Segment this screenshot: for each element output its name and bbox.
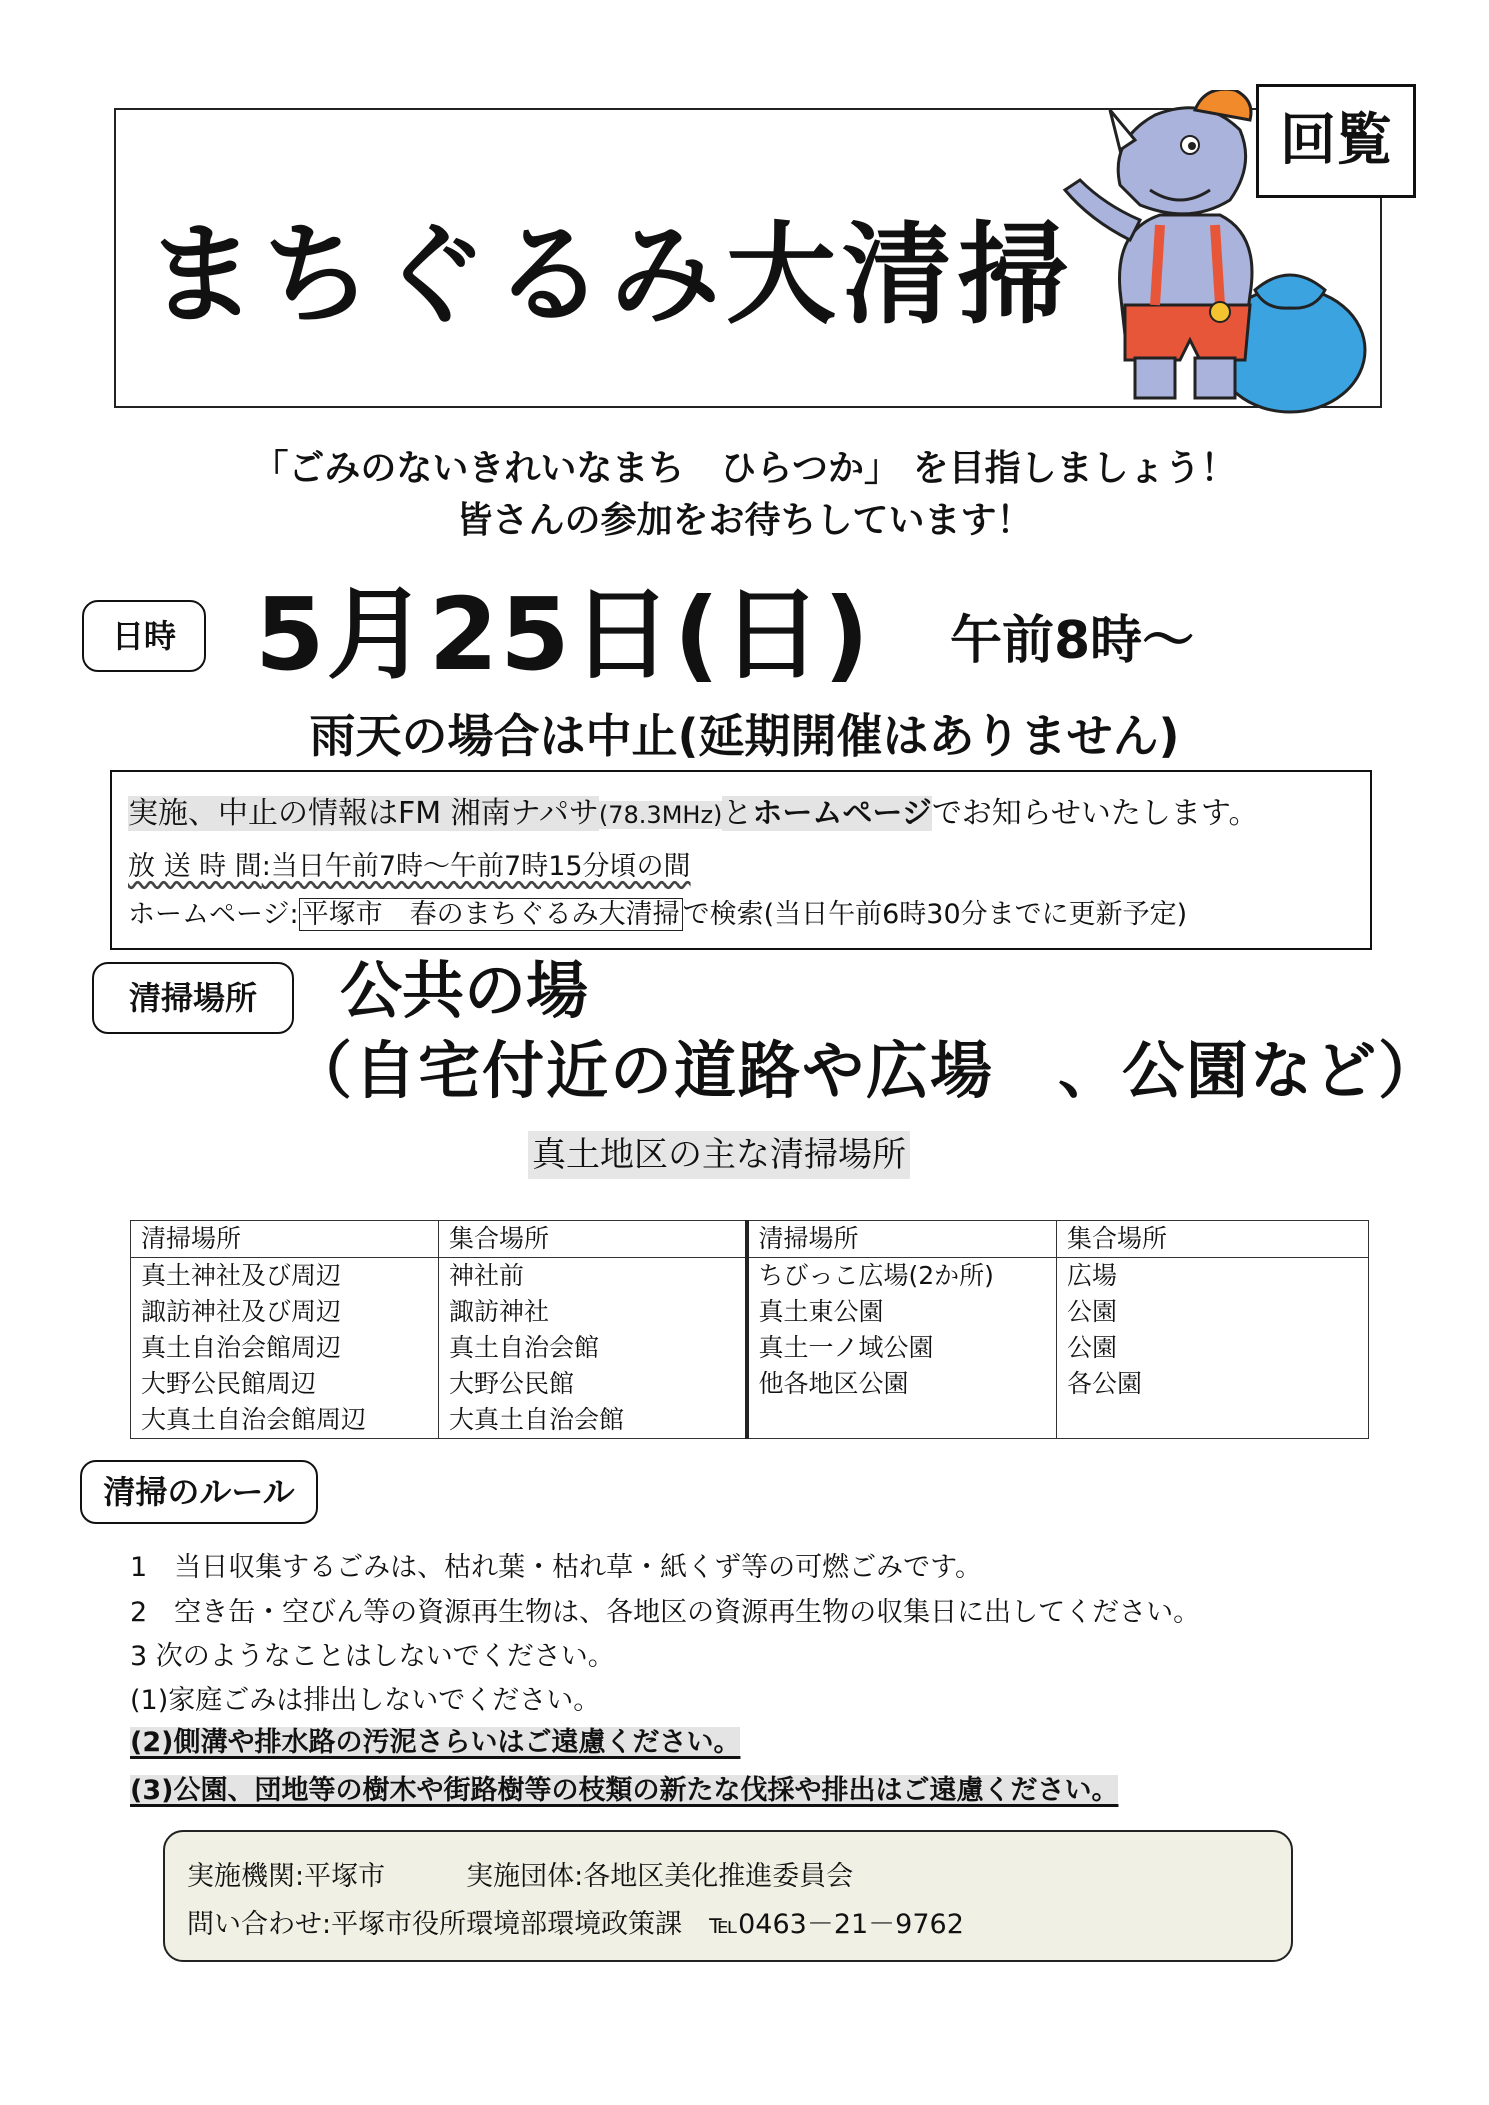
- table-cell: 大真土自治会館: [439, 1402, 747, 1439]
- table-header-cell: 清掃場所: [131, 1221, 439, 1258]
- rule-subitem-2-text: (2)側溝や排水路の汚泥さらいはご遠慮ください。: [130, 1727, 741, 1758]
- footer-box: [163, 1830, 1293, 1962]
- table-cell: ちびっこ広場(2か所): [747, 1258, 1057, 1295]
- info-box: [110, 770, 1372, 950]
- table-header-cell: 清掃場所: [747, 1221, 1057, 1258]
- table-row: [131, 1366, 1369, 1402]
- footer-line-2: 問い合わせ:平塚市役所環境部環境政策課 ℡0463－21－9762: [187, 1909, 964, 1940]
- rule-subitem-3-text: (3)公園、団地等の樹木や街路樹等の枝類の新たな伐採や排出はご遠慮ください。: [130, 1775, 1119, 1806]
- table-header-cell: 集合場所: [1057, 1221, 1369, 1258]
- homepage-rest: で検索(当日午前6時30分までに更新予定): [682, 899, 1188, 930]
- table-cell: 公園: [1057, 1330, 1369, 1366]
- rule-item-1: 1 当日収集するごみは、枯れ葉・枯れ草・紙くず等の可燃ごみです。: [130, 1552, 983, 1583]
- places-title: 公共の場: [340, 954, 589, 1027]
- table-row: [131, 1330, 1369, 1366]
- table-cell: 各公園: [1057, 1366, 1369, 1402]
- event-date: 5月25日(日): [255, 576, 872, 693]
- table-cell: 真土自治会館: [439, 1330, 747, 1366]
- table-cell: 諏訪神社及び周辺: [131, 1294, 439, 1330]
- table-cell: 真土神社及び周辺: [131, 1258, 439, 1295]
- table-cell: 大野公民館周辺: [131, 1366, 439, 1402]
- info-frequency: (78.3MHz): [598, 801, 723, 829]
- table-row: [131, 1294, 1369, 1330]
- table-cell: 真土一ノ域公園: [747, 1330, 1057, 1366]
- info-line-3: [128, 892, 1187, 931]
- rain-cancellation-note: 雨天の場合は中止(延期開催はありません): [309, 709, 1180, 763]
- info-line-1: [128, 788, 1259, 832]
- info-rest: でお知らせいたします。: [931, 796, 1259, 831]
- table-cell: 大真土自治会館周辺: [131, 1402, 439, 1439]
- info-fm-station: FM 湘南ナパサ: [398, 796, 599, 831]
- table-cell: 他各地区公園: [747, 1366, 1057, 1402]
- table-header-cell: 集合場所: [439, 1221, 747, 1258]
- footer-line-1: 実施機関:平塚市 実施団体:各地区美化推進委員会: [187, 1861, 854, 1892]
- table-cell: [747, 1402, 1057, 1439]
- table-cell: 神社前: [439, 1258, 747, 1295]
- places-subtitle: （自宅付近の道路や広場 、公園など）: [290, 1034, 1443, 1107]
- table-cell: [1057, 1402, 1369, 1439]
- table-cell: 広場: [1057, 1258, 1369, 1295]
- rule-subitem-2: [130, 1720, 740, 1759]
- broadcast-time-label: 放 送 時 間: [128, 851, 262, 882]
- table-cell: 公園: [1057, 1294, 1369, 1330]
- info-line-2: [128, 844, 691, 883]
- info-highlight-2: ホームページ: [752, 796, 932, 831]
- table-cell: 真土自治会館周辺: [131, 1330, 439, 1366]
- table-header-row: [131, 1221, 1369, 1258]
- rule-subitem-3: [130, 1768, 1118, 1807]
- table-cell: 大野公民館: [439, 1366, 747, 1402]
- rule-item-2: 2 空き缶・空びん等の資源再生物は、各地区の資源再生物の収集日に出してください。: [130, 1597, 1201, 1628]
- homepage-colon: :: [289, 899, 299, 930]
- broadcast-time-value: :当日午前7時～午前7時15分頃の間: [261, 851, 691, 882]
- places-table: [130, 1220, 1369, 1439]
- rules-label: 清掃のルール: [80, 1460, 318, 1524]
- schedule-label: 日時: [82, 600, 206, 672]
- homepage-label: ホームページ: [128, 899, 290, 930]
- places-label: 清掃場所: [92, 962, 294, 1034]
- table-row: [131, 1402, 1369, 1439]
- rule-subitem-1: (1)家庭ごみは排出しないでください。: [130, 1685, 601, 1716]
- page-title: まちぐるみ大清掃: [146, 211, 1074, 339]
- table-cell: 諏訪神社: [439, 1294, 747, 1330]
- table-cell: 真土東公園: [747, 1294, 1057, 1330]
- homepage-search-term: 平塚市 春のまちぐるみ大清掃: [299, 898, 683, 931]
- event-time: 午前8時～: [950, 611, 1195, 671]
- circulation-badge: 回覧: [1256, 84, 1416, 198]
- info-highlight-1: 実施、中止の情報は: [128, 796, 398, 831]
- tagline-line1: 「ごみのないきれいなまち ひらつか」 を目指しましょう！: [252, 448, 1237, 489]
- rule-item-3: 3 次のようなことはしないでください。: [130, 1641, 615, 1672]
- table-row: [131, 1258, 1369, 1295]
- tagline-line2: 皆さんの参加をお待ちしています！: [456, 500, 1033, 541]
- area-caption: 真土地区の主な清掃場所: [528, 1131, 910, 1179]
- info-to: と: [722, 796, 753, 831]
